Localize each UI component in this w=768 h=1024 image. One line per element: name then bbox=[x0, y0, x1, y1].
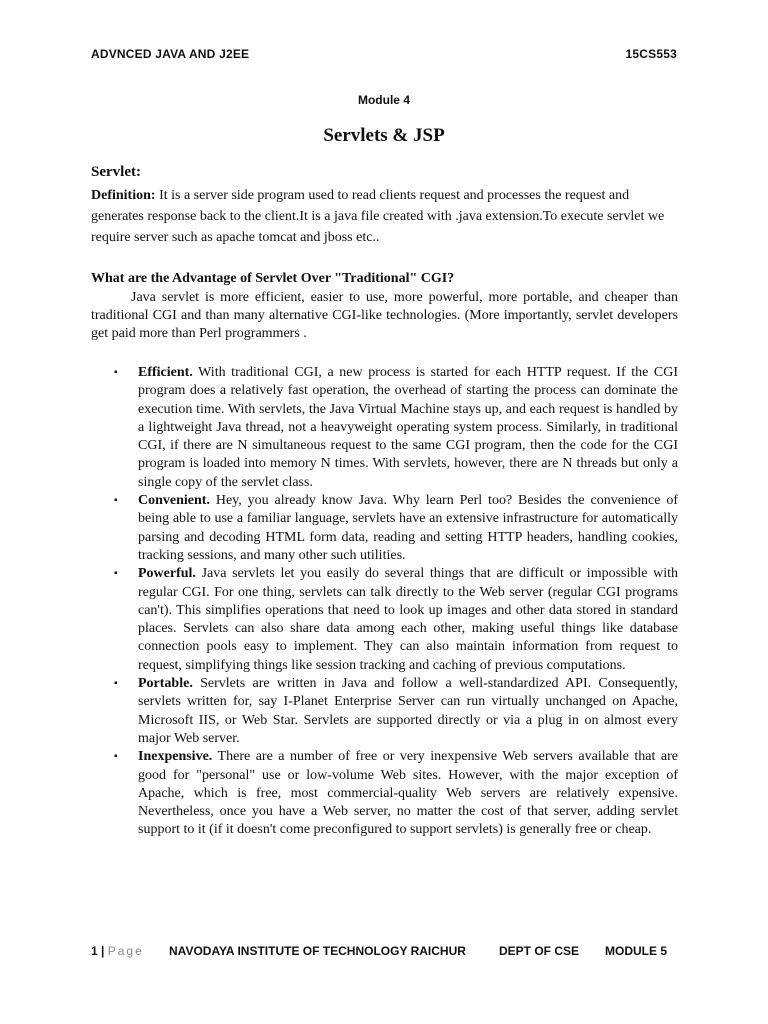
definition-paragraph bbox=[91, 185, 678, 248]
document-body bbox=[91, 162, 678, 840]
advantage-text: There are a number of free or very inexpensive Web servers available that are good for "personal" use or low-volume Web sites. However, with the major exception of Apache, which is free, most commercial-quality Web servers are relatively expensive. Nevertheless, once you have a Web server, no matter the cost of that server, adding servlet support to it (if it doesn't come preconfigured to support servlets) is generally free or cheap. bbox=[138, 749, 678, 838]
list-item bbox=[114, 675, 678, 748]
advantage-term: Portable. bbox=[138, 676, 193, 692]
module-label: Module 4 bbox=[357, 93, 410, 107]
header-course-code: 15CS553 bbox=[625, 47, 677, 61]
definition-label: Definition: bbox=[91, 188, 156, 203]
advantages-question-heading: What are the Advantage of Servlet Over "Traditional" CGI? bbox=[91, 271, 455, 286]
advantage-term: Efficient. bbox=[138, 365, 193, 380]
square-bullet-icon: ▪ bbox=[114, 678, 118, 690]
advantage-text: With traditional CGI, a new process is started for each HTTP request. If the CGI program does a relatively fast operation, the overhead of starting the process can dominate the execution time. With servlets, the Java Virtual Machine stays up, and each request is handled by a lightweight Java thread, not a heavyweight operating system process. Similarly, in traditional CGI, if there are N simultaneous request to the same CGI program, then the code for the CGI program is loaded into memory N times. With servlets, however, there are N threads but only a single copy of the servlet class. bbox=[138, 365, 678, 490]
servlet-heading: Servlet: bbox=[91, 164, 141, 180]
list-item bbox=[114, 748, 678, 839]
page-number-block bbox=[91, 944, 169, 958]
square-bullet-icon: ▪ bbox=[114, 568, 118, 580]
intro-paragraph: Java servlet is more efficient, easier to use, more powerful, more portable, and cheaper than traditional CGI and than many alternative CGI-like technologies. (More importantly, servlet developers get paid more than Perl programmers . bbox=[91, 290, 678, 341]
page-separator: | bbox=[97, 944, 108, 958]
advantage-term: Inexpensive. bbox=[138, 749, 213, 765]
footer-department: DEPT OF CSE bbox=[499, 944, 580, 958]
advantage-text: Hey, you already know Java. Why learn Perl too? Besides the convenience of being able to use a familiar language, servlets have an extensive infrastructure for automatically parsing and decoding HTML form data, reading and setting HTTP headers, handling cookies, tracking sessions, and many other such utilities. bbox=[138, 493, 678, 563]
square-bullet-icon: ▪ bbox=[114, 751, 118, 763]
advantage-term: Convenient. bbox=[138, 493, 210, 509]
page-number: 1 bbox=[91, 944, 98, 958]
list-item bbox=[114, 364, 678, 492]
footer-institute: NAVODAYA INSTITUTE OF TECHNOLOGY RAICHUR bbox=[169, 944, 466, 958]
page-title: Servlets & JSP bbox=[323, 125, 445, 146]
definition-text: It is a server side program used to read clients request and processes the request and generates response back to the client.It is a java file created with .java extension.To execute servlet we require server such as apache tomcat and jboss etc.. bbox=[91, 188, 665, 245]
page-label: Page bbox=[107, 944, 144, 958]
footer-module: MODULE 5 bbox=[605, 944, 668, 958]
square-bullet-icon: ▪ bbox=[114, 367, 118, 378]
page-header bbox=[91, 47, 677, 61]
advantage-term: Powerful. bbox=[138, 566, 196, 582]
advantage-text: Servlets are written in Java and follow a well-standardized API. Consequently, servlets written for, say I-Planet Enterprise Server can run virtually unchanged on Apache, Microsoft IIS, or Web Star. Servlets are supported directly or via a plug in on almost every major Web server. bbox=[138, 676, 678, 746]
advantages-list bbox=[91, 364, 678, 840]
page-footer bbox=[91, 944, 677, 958]
header-course-title: ADVNCED JAVA AND J2EE bbox=[91, 47, 250, 61]
list-item bbox=[114, 565, 678, 675]
list-item bbox=[114, 492, 678, 565]
square-bullet-icon: ▪ bbox=[114, 495, 118, 507]
advantage-text: Java servlets let you easily do several things that are difficult or impossible with regular CGI. For one thing, servlets can talk directly to the Web server (regular CGI programs can't). This simplifies operations that need to look up images and other data stored in standard places. Servlets can also share data among each other, making useful things like database connection pools easy to implement. They can also maintain information from request to request, simplifying things like session tracking and caching of previous computations. bbox=[138, 566, 678, 673]
